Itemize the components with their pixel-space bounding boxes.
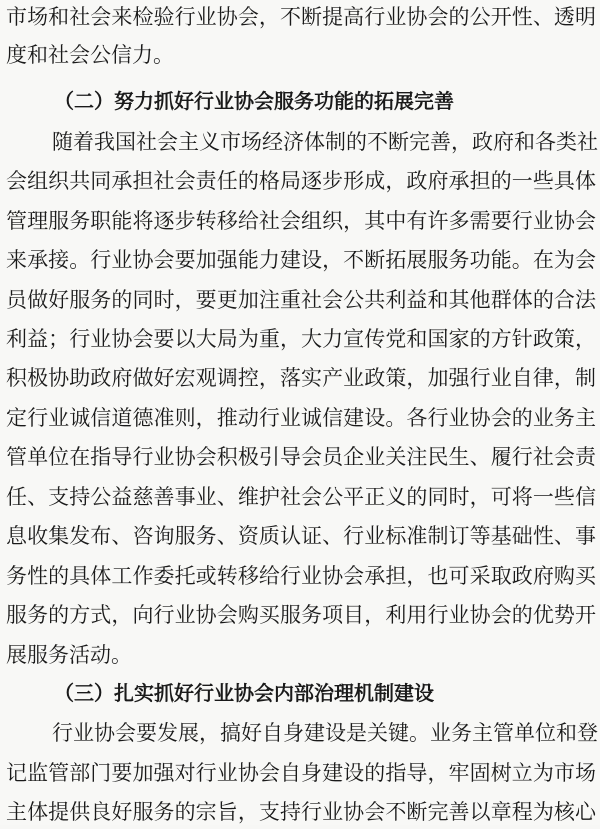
section-heading: （二）努力抓好行业协会服务功能的拓展完善 (54, 89, 454, 113)
paragraph-line: 市场和社会来检验行业协会，不断提高行业协会的公开性、透明 (6, 5, 596, 29)
paragraph-line: 积极协助政府做好宏观调控，落实产业政策，加强行业自律，制 (6, 366, 596, 390)
paragraph-line: 随着我国社会主义市场经济体制的不断完善，政府和各类社 (52, 130, 598, 154)
paragraph-line: 息收集发布、咨询服务、资质认证、行业标准制订等基础性、事 (6, 524, 596, 548)
paragraph-line: 服务的方式，向行业协会购买服务项目，利用行业协会的优势开 (6, 603, 596, 627)
paragraph-line: 度和社会公信力。 (6, 43, 174, 67)
paragraph-line: 利益；行业协会要以大局为重，大力宣传党和国家的方针政策， (6, 327, 596, 351)
paragraph-line: 任、支持公益慈善事业、维护社会公平正义的同时，可将一些信 (6, 485, 596, 509)
paragraph-line: 管理服务职能将逐步转移给社会组织，其中有许多需要行业协会 (6, 209, 596, 233)
paragraph-line: 记监管部门要加强对行业协会自身建设的指导，牢固树立为市场 (6, 761, 596, 785)
paragraph-line: 来承接。行业协会要加强能力建设，不断拓展服务功能。在为会 (6, 248, 596, 272)
paragraph-line: 务性的具体工作委托或转移给行业协会承担，也可采取政府购买 (6, 564, 596, 588)
paragraph-line: 行业协会要发展，搞好自身建设是关键。业务主管单位和登 (52, 721, 598, 745)
paragraph-line: 员做好服务的同时，要更加注重社会公共利益和其他群体的合法 (6, 288, 596, 312)
paragraph-line: 主体提供良好服务的宗旨，支持行业协会不断完善以章程为核心 (6, 800, 596, 824)
paragraph-line: 展服务活动。 (6, 643, 132, 667)
paragraph-line: 管单位在指导行业协会积极引导会员企业关注民生、履行社会责 (6, 445, 596, 469)
paragraph-line: 定行业诚信道德准则，推动行业诚信建设。各行业协会的业务主 (6, 406, 596, 430)
paragraph-line: 会组织共同承担社会责任的格局逐步形成，政府承担的一些具体 (6, 169, 596, 193)
section-heading: （三）扎实抓好行业协会内部治理机制建设 (54, 681, 434, 705)
